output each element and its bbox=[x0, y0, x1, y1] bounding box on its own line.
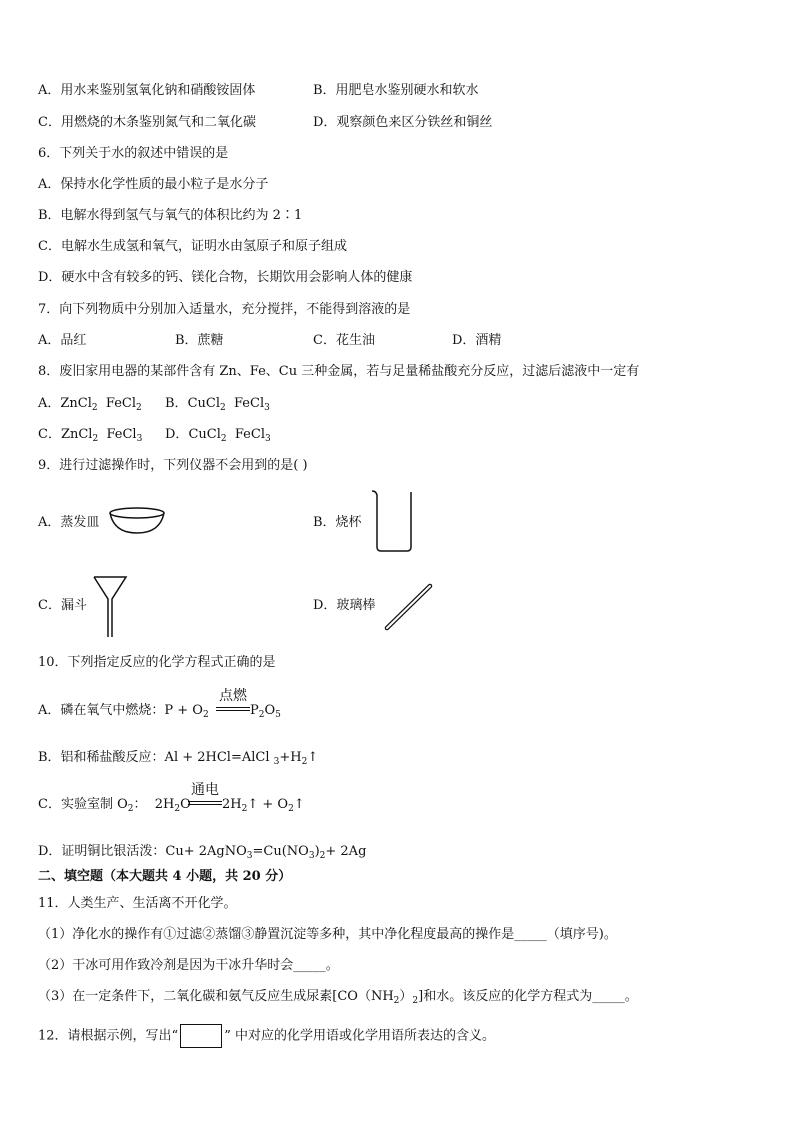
q10-c-rhs-sub: 2 bbox=[241, 804, 248, 814]
q12-stem-start: 12．请根据示例，写出“ bbox=[38, 1028, 179, 1044]
q5-option-c[interactable]: C．用燃烧的木条鉴别氮气和二氧化碳 bbox=[38, 115, 256, 130]
q7-stem: 7．向下列物质中分别加入适量水，充分搅拌，不能得到溶液的是 bbox=[38, 302, 411, 317]
q10-c-rhs: 2H bbox=[222, 797, 242, 812]
q9-option-a[interactable]: A．蒸发皿 bbox=[38, 515, 100, 530]
q11-part-3-tail: ]和水。该反应的化学方程式为_____。 bbox=[418, 989, 638, 1004]
q11-part-3[interactable] bbox=[38, 988, 638, 1006]
q10-b-gas-arrow: ↑ bbox=[307, 750, 319, 765]
q12-answer-box[interactable] bbox=[180, 1024, 222, 1048]
q9-option-d[interactable]: D．玻璃棒 bbox=[313, 598, 376, 613]
q8-a-sub-1: 2 bbox=[91, 403, 98, 413]
q5-option-b[interactable]: B．用肥皂水鉴别硬水和软水 bbox=[313, 83, 479, 98]
q10-b-tail: +H bbox=[279, 750, 302, 765]
q10-a-product-sub1: 2 bbox=[258, 710, 265, 720]
q10-option-a[interactable] bbox=[38, 702, 209, 720]
q10-c-lhs: 2H bbox=[154, 797, 175, 812]
q10-d-sub3: 2 bbox=[319, 851, 326, 861]
q7-option-a[interactable]: A．品红 bbox=[38, 333, 87, 348]
glass-rod-icon bbox=[384, 583, 434, 631]
q10-b-sub: 3 bbox=[273, 757, 280, 767]
q8-c-formula-1: ZnCl bbox=[60, 427, 93, 442]
q8-a-formula-1: ZnCl bbox=[60, 396, 92, 411]
q10-a-sub: 2 bbox=[202, 710, 209, 720]
q10-a-product-p: P bbox=[250, 703, 259, 718]
q10-c-condition: 通电 bbox=[191, 782, 219, 798]
q8-a-sub-2: 2 bbox=[136, 403, 142, 413]
q11-part-3-text: （3）在一定条件下，二氧化碳和氨气反应生成尿素[CO（NH bbox=[38, 989, 394, 1004]
q6-option-b[interactable]: B．电解水得到氢气与氧气的体积比约为 2∶1 bbox=[38, 208, 303, 223]
q8-c-sub-2: 3 bbox=[136, 434, 143, 444]
q5-option-d[interactable]: D．观察颜色来区分铁丝和铜丝 bbox=[313, 115, 493, 130]
q11-stem: 11．人类生产、生活离不开化学。 bbox=[38, 896, 237, 911]
q6-stem: 6．下列关于水的叙述中错误的是 bbox=[38, 146, 229, 161]
q8-d-sub-2: 3 bbox=[264, 434, 271, 444]
q6-option-a[interactable]: A．保持水化学性质的最小粒子是水分子 bbox=[38, 177, 269, 192]
q7-option-c[interactable]: C．花生油 bbox=[313, 333, 375, 348]
q11-part-3-sub: 2 bbox=[393, 996, 400, 1006]
q8-option-c[interactable] bbox=[38, 426, 142, 444]
q8-b-formula-2: FeCl bbox=[234, 396, 265, 411]
evaporating-dish-icon bbox=[108, 507, 166, 535]
q10-c-rhs-sub2: 2 bbox=[288, 804, 294, 814]
q10-c-colon: ： bbox=[133, 797, 147, 812]
q10-b-sub2: 2 bbox=[301, 757, 308, 767]
q12-stem bbox=[38, 1024, 495, 1048]
q8-option-b[interactable] bbox=[165, 395, 270, 413]
q10-d-mid: =Cu(NO bbox=[252, 844, 309, 859]
q11-part-3-paren: ） bbox=[399, 989, 413, 1004]
q8-b-sub-2: 3 bbox=[264, 403, 270, 413]
q8-c-formula-2: FeCl bbox=[106, 427, 137, 442]
q8-stem: 8．废旧家用电器的某部件含有 Zn、Fe、Cu 三种金属，若与足量稀盐酸充分反应，过滤后滤液中一定有 bbox=[38, 364, 640, 379]
q8-option-d-label: D． bbox=[165, 427, 189, 442]
q10-a-equals-sign bbox=[216, 707, 250, 711]
q10-a-product-sub2: 5 bbox=[275, 710, 281, 720]
q8-option-b-label: B． bbox=[165, 396, 188, 411]
q8-option-d[interactable] bbox=[165, 426, 271, 444]
q7-option-b[interactable]: B．蔗糖 bbox=[175, 333, 224, 348]
q8-d-formula-1: CuCl bbox=[188, 427, 221, 442]
funnel-icon bbox=[92, 575, 128, 639]
q9-option-b[interactable]: B．烧杯 bbox=[313, 515, 362, 530]
q10-a-text: A．磷在氧气中燃烧：P + O bbox=[38, 703, 203, 718]
q10-stem: 10．下列指定反应的化学方程式正确的是 bbox=[38, 655, 276, 670]
q9-stem: 9．进行过滤操作时，下列仪器不会用到的是( ) bbox=[38, 458, 308, 473]
q10-c-lhs2: O bbox=[180, 797, 191, 812]
q8-b-formula-1: CuCl bbox=[187, 396, 220, 411]
q11-part-1[interactable]: （1）净化水的操作有①过滤②蒸馏③静置沉淀等多种，其中净化程度最高的操作是_____（填序号)。 bbox=[38, 927, 617, 942]
q10-c-product bbox=[222, 796, 305, 814]
q10-d-sub2: 3 bbox=[308, 851, 315, 861]
q8-a-formula-2: FeCl bbox=[105, 396, 137, 411]
q10-c-rhs3: ↑ bbox=[293, 797, 305, 812]
q7-option-d[interactable]: D．酒精 bbox=[452, 333, 502, 348]
section-heading: 二、填空题（本大题共 4 小题，共 20 分） bbox=[38, 869, 292, 884]
q8-option-a[interactable] bbox=[38, 395, 142, 413]
q9-option-c[interactable]: C．漏斗 bbox=[38, 598, 87, 613]
beaker-icon bbox=[370, 489, 414, 553]
q6-option-c[interactable]: C．电解水生成氢和氧气，证明水由氢原子和原子组成 bbox=[38, 239, 347, 254]
q8-option-a-label: A． bbox=[38, 396, 61, 411]
q10-c-lhs-sub: 2 bbox=[174, 804, 181, 814]
q8-option-c-label: C． bbox=[38, 427, 61, 442]
q10-a-condition: 点燃 bbox=[219, 688, 247, 704]
q10-option-d[interactable] bbox=[38, 843, 366, 861]
q10-b-text: B．铝和稀盐酸反应：Al + 2HCl=AlCl bbox=[38, 750, 270, 765]
q11-part-3-sub2: 2 bbox=[412, 996, 419, 1006]
q10-c-sub: 2 bbox=[127, 804, 134, 814]
q10-c-equals-sign bbox=[188, 801, 222, 805]
q10-a-product-o: O bbox=[264, 703, 276, 718]
q12-stem-end: ” 中对应的化学用语或化学用语所表达的含义。 bbox=[224, 1028, 495, 1044]
q8-c-sub-1: 2 bbox=[92, 434, 99, 444]
q10-option-c[interactable] bbox=[38, 796, 191, 814]
q10-option-b[interactable] bbox=[38, 749, 318, 767]
q10-d-mid2: ) bbox=[314, 844, 320, 859]
q10-c-text: C．实验室制 O bbox=[38, 797, 128, 812]
q10-a-product bbox=[250, 702, 281, 720]
q6-option-d[interactable]: D．硬水中含有较多的钙、镁化合物，长期饮用会影响人体的健康 bbox=[38, 270, 413, 285]
q10-d-text: D．证明铜比银活泼：Cu+ 2AgNO bbox=[38, 844, 247, 859]
q8-b-sub-1: 2 bbox=[220, 403, 226, 413]
q5-option-a[interactable]: A．用水来鉴别氢氧化钠和硝酸铵固体 bbox=[38, 83, 256, 98]
q11-part-2[interactable]: （2）干冰可用作致冷剂是因为干冰升华时会_____。 bbox=[38, 958, 339, 973]
q8-d-sub-1: 2 bbox=[220, 434, 227, 444]
q10-d-sub1: 3 bbox=[246, 851, 253, 861]
q8-d-formula-2: FeCl bbox=[234, 427, 265, 442]
q10-c-rhs2: ↑ + O bbox=[247, 797, 289, 812]
q10-d-tail: + 2Ag bbox=[325, 844, 367, 859]
